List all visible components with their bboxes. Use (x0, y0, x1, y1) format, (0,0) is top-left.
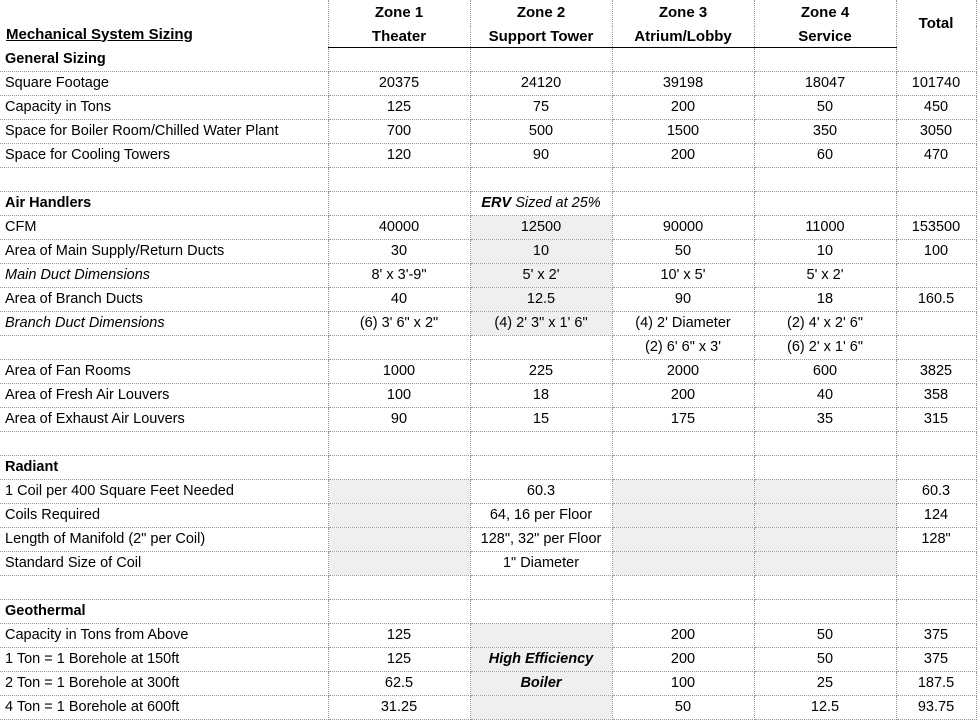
section-radiant (0, 456, 976, 480)
cell: 225 (470, 360, 612, 384)
cell: 50 (754, 96, 896, 120)
table-row (0, 624, 976, 648)
row-label: 4 Ton = 1 Borehole at 600ft (0, 696, 328, 720)
cell (754, 528, 896, 552)
cell: 90 (470, 144, 612, 168)
cell: 187.5 (896, 672, 976, 696)
row-label: Space for Boiler Room/Chilled Water Plant (0, 120, 328, 144)
cell: 100 (328, 384, 470, 408)
cell: 358 (896, 384, 976, 408)
blank-row (0, 576, 976, 600)
cell: 10' x 5' (612, 264, 754, 288)
section-general (0, 48, 976, 72)
row-label: Space for Cooling Towers (0, 144, 328, 168)
cell (328, 528, 470, 552)
cell: 375 (896, 624, 976, 648)
cell: 315 (896, 408, 976, 432)
table-row (0, 408, 976, 432)
table-row (0, 696, 976, 720)
cell: 128" (896, 528, 976, 552)
table-row (0, 144, 976, 168)
cell (612, 528, 754, 552)
cell: 25 (754, 672, 896, 696)
cell: 60.3 (896, 480, 976, 504)
cell: 18 (470, 384, 612, 408)
cell: 124 (896, 504, 976, 528)
cell: 1000 (328, 360, 470, 384)
cell (470, 624, 612, 648)
table-row (0, 312, 976, 336)
cell: 2000 (612, 360, 754, 384)
cell: 24120 (470, 72, 612, 96)
cell: 62.5 (328, 672, 470, 696)
zone2-name: Support Tower (470, 26, 612, 48)
cell: 470 (896, 144, 976, 168)
cell (612, 504, 754, 528)
cell: 128", 32" per Floor (470, 528, 612, 552)
cell: 35 (754, 408, 896, 432)
cell (896, 264, 976, 288)
cell: 50 (754, 648, 896, 672)
row-label: Main Duct Dimensions (0, 264, 328, 288)
cell: 3050 (896, 120, 976, 144)
cell: 500 (470, 120, 612, 144)
cell: 12.5 (470, 288, 612, 312)
cell: (2) 4' x 2' 6" (754, 312, 896, 336)
cell (896, 552, 976, 576)
cell: 100 (896, 240, 976, 264)
cell: 60 (754, 144, 896, 168)
cell (754, 504, 896, 528)
row-label: Capacity in Tons (0, 96, 328, 120)
table-row (0, 96, 976, 120)
zone3-name: Atrium/Lobby (612, 26, 754, 48)
row-label: 2 Ton = 1 Borehole at 300ft (0, 672, 328, 696)
zone1-name: Theater (328, 26, 470, 48)
cell (328, 552, 470, 576)
row-label: Branch Duct Dimensions (0, 312, 328, 336)
cell: 90 (612, 288, 754, 312)
header-row-zones (0, 0, 976, 26)
row-label (0, 336, 328, 360)
cell: 12.5 (754, 696, 896, 720)
zone1-header: Zone 1 (328, 0, 470, 26)
blank-row (0, 432, 976, 456)
high-efficiency-note: High Efficiency (470, 648, 612, 672)
row-label: Coils Required (0, 504, 328, 528)
cell (896, 336, 976, 360)
cell: 160.5 (896, 288, 976, 312)
cell: 700 (328, 120, 470, 144)
cell (470, 336, 612, 360)
row-label: 1 Coil per 400 Square Feet Needed (0, 480, 328, 504)
cell: 60.3 (470, 480, 612, 504)
table-row (0, 288, 976, 312)
erv-note (470, 192, 612, 216)
cell: 10 (470, 240, 612, 264)
row-label: Area of Fresh Air Louvers (0, 384, 328, 408)
cell: 18 (754, 288, 896, 312)
table-row (0, 648, 976, 672)
erv-note-text: Sized at 25% (515, 195, 601, 211)
row-label: Area of Exhaust Air Louvers (0, 408, 328, 432)
boiler-note: Boiler (470, 672, 612, 696)
table-row (0, 672, 976, 696)
cell (896, 312, 976, 336)
cell (328, 504, 470, 528)
row-label: Standard Size of Coil (0, 552, 328, 576)
cell: 1" Diameter (470, 552, 612, 576)
section-title: General Sizing (0, 48, 328, 72)
cell: 5' x 2' (470, 264, 612, 288)
cell: (4) 2' Diameter (612, 312, 754, 336)
cell: 12500 (470, 216, 612, 240)
section-title: Air Handlers (0, 192, 328, 216)
cell: 120 (328, 144, 470, 168)
cell: 200 (612, 96, 754, 120)
section-title: Radiant (0, 456, 328, 480)
cell (754, 480, 896, 504)
cell: 50 (754, 624, 896, 648)
table-row (0, 480, 976, 504)
cell: 18047 (754, 72, 896, 96)
cell (328, 336, 470, 360)
total-header: Total (896, 0, 976, 48)
page-title: Mechanical System Sizing (0, 0, 328, 48)
zone3-header: Zone 3 (612, 0, 754, 26)
cell: (2) 6' 6" x 3' (612, 336, 754, 360)
cell: 10 (754, 240, 896, 264)
cell: 350 (754, 120, 896, 144)
cell (470, 696, 612, 720)
row-label: Square Footage (0, 72, 328, 96)
table-row (0, 552, 976, 576)
row-label: Area of Fan Rooms (0, 360, 328, 384)
row-label: CFM (0, 216, 328, 240)
zone4-header: Zone 4 (754, 0, 896, 26)
cell: 200 (612, 144, 754, 168)
zone4-name: Service (754, 26, 896, 48)
cell: (4) 2' 3" x 1' 6" (470, 312, 612, 336)
section-air-handlers (0, 192, 976, 216)
cell: 90 (328, 408, 470, 432)
table-row (0, 360, 976, 384)
cell (612, 552, 754, 576)
cell: 11000 (754, 216, 896, 240)
cell: 600 (754, 360, 896, 384)
cell: 40000 (328, 216, 470, 240)
cell: 90000 (612, 216, 754, 240)
cell: 125 (328, 624, 470, 648)
cell: 200 (612, 648, 754, 672)
table-row (0, 264, 976, 288)
cell: 101740 (896, 72, 976, 96)
cell: 3825 (896, 360, 976, 384)
table-row (0, 384, 976, 408)
cell: 375 (896, 648, 976, 672)
cell (328, 480, 470, 504)
cell: 40 (328, 288, 470, 312)
table-row (0, 504, 976, 528)
cell: (6) 3' 6" x 2" (328, 312, 470, 336)
cell: 175 (612, 408, 754, 432)
cell: 15 (470, 408, 612, 432)
cell: 450 (896, 96, 976, 120)
cell: 40 (754, 384, 896, 408)
row-label: Length of Manifold (2" per Coil) (0, 528, 328, 552)
blank-row (0, 168, 976, 192)
cell: 30 (328, 240, 470, 264)
cell: 125 (328, 96, 470, 120)
row-label: Area of Branch Ducts (0, 288, 328, 312)
cell: 200 (612, 384, 754, 408)
zone2-header: Zone 2 (470, 0, 612, 26)
cell: 50 (612, 696, 754, 720)
cell: 100 (612, 672, 754, 696)
cell: 153500 (896, 216, 976, 240)
section-title: Geothermal (0, 600, 328, 624)
cell: 125 (328, 648, 470, 672)
cell: 64, 16 per Floor (470, 504, 612, 528)
cell: 39198 (612, 72, 754, 96)
cell: 50 (612, 240, 754, 264)
cell: 5' x 2' (754, 264, 896, 288)
table-row (0, 216, 976, 240)
cell: (6) 2' x 1' 6" (754, 336, 896, 360)
cell: 1500 (612, 120, 754, 144)
row-label: Capacity in Tons from Above (0, 624, 328, 648)
cell: 75 (470, 96, 612, 120)
cell: 31.25 (328, 696, 470, 720)
cell (612, 480, 754, 504)
cell: 93.75 (896, 696, 976, 720)
cell: 200 (612, 624, 754, 648)
row-label: Area of Main Supply/Return Ducts (0, 240, 328, 264)
cell (754, 552, 896, 576)
table-row (0, 240, 976, 264)
cell: 20375 (328, 72, 470, 96)
row-label: 1 Ton = 1 Borehole at 150ft (0, 648, 328, 672)
table-row (0, 72, 976, 96)
erv-label: ERV (481, 195, 512, 211)
table-row (0, 120, 976, 144)
section-geothermal (0, 600, 976, 624)
table-row (0, 528, 976, 552)
cell: 8' x 3'-9" (328, 264, 470, 288)
table-row (0, 336, 976, 360)
